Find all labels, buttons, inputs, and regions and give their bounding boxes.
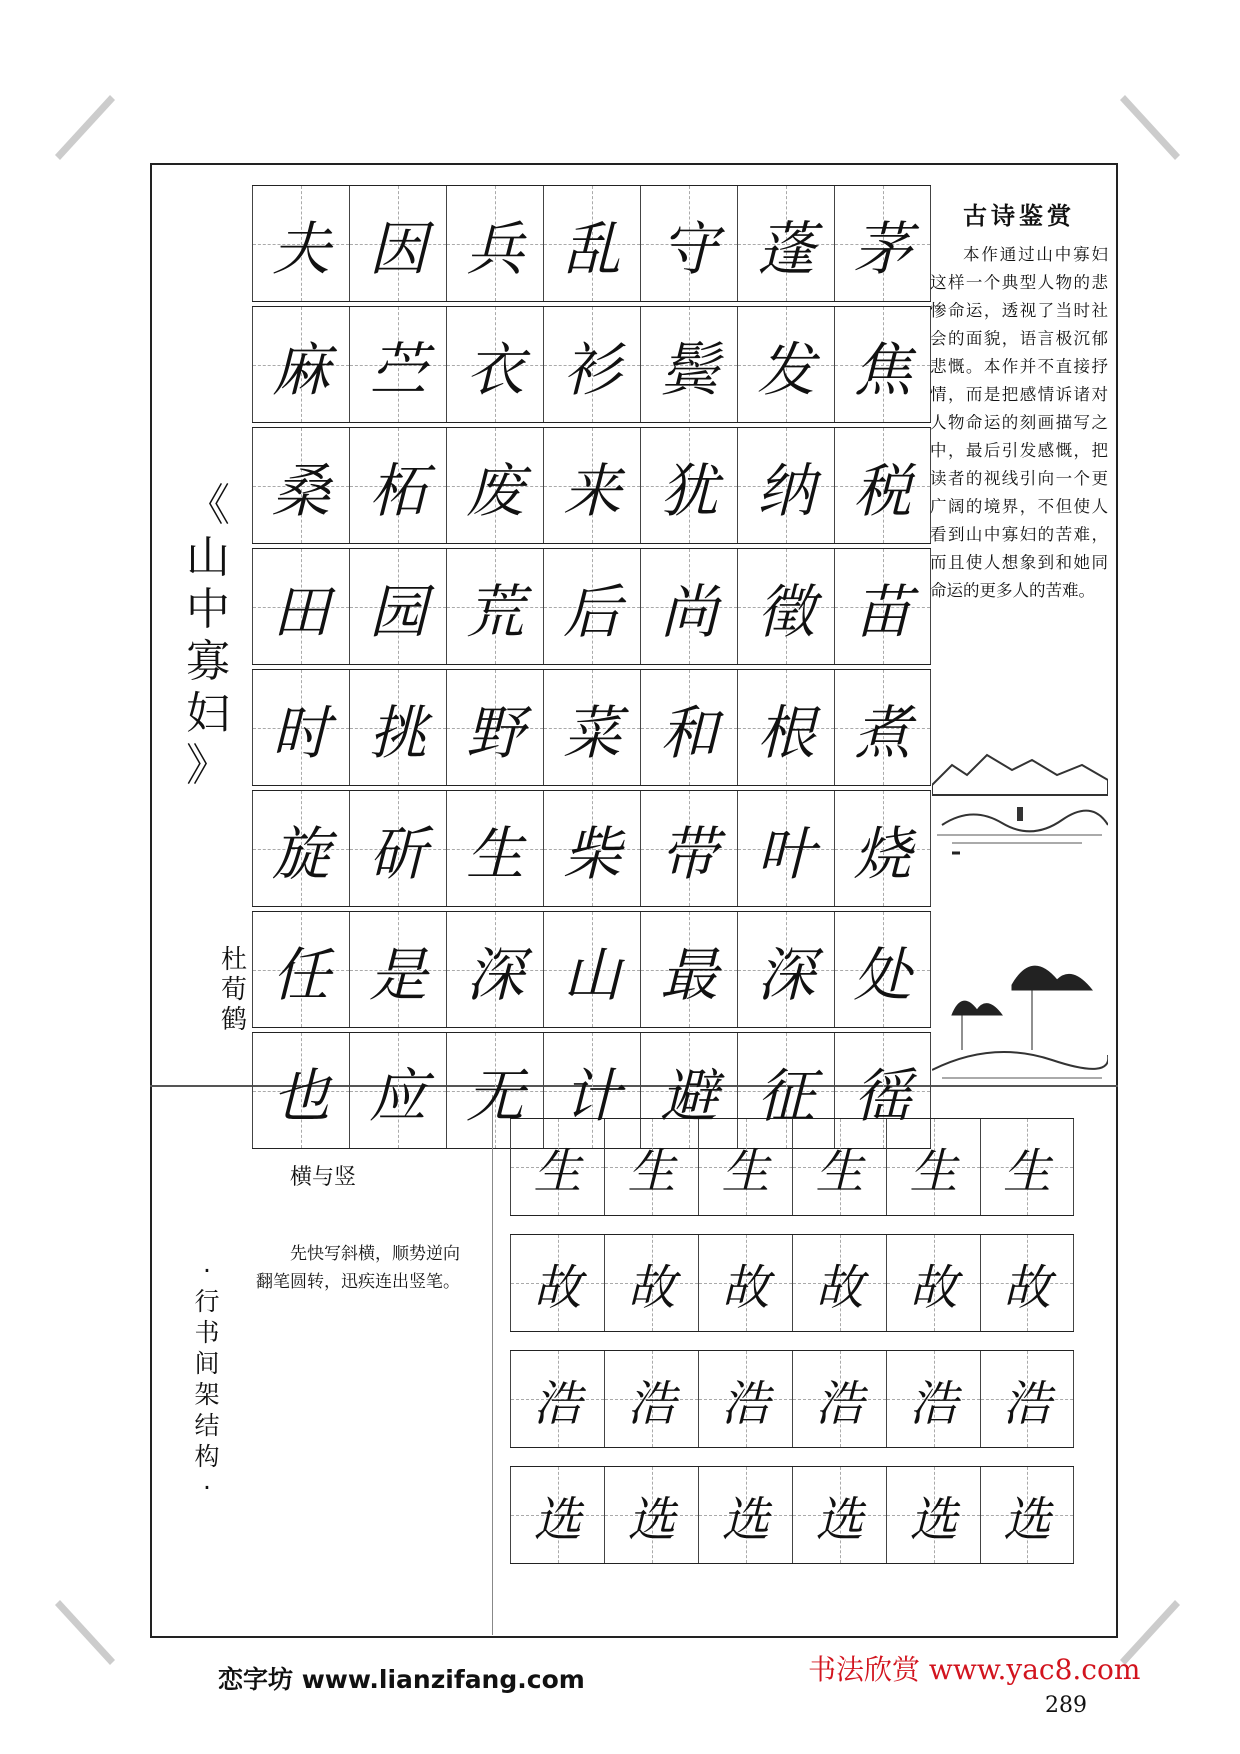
grid-cell [252, 791, 349, 906]
grid-cell [834, 912, 931, 1027]
grid-cell [446, 912, 543, 1027]
grid-row [252, 306, 931, 423]
character: 无 [465, 1061, 524, 1130]
grid-cell [446, 428, 543, 543]
character: 旋 [271, 819, 330, 888]
grid-cell [640, 428, 737, 543]
character: 柴 [562, 819, 621, 888]
section-label-char: 构 [194, 1442, 220, 1471]
grid-cell [834, 186, 931, 301]
grid-cell [640, 670, 737, 785]
section-label-char: 架 [194, 1380, 220, 1409]
character: 深 [465, 940, 524, 1009]
grid-cell [349, 791, 446, 906]
grid-row [252, 427, 931, 544]
character: 深 [756, 940, 815, 1009]
author-char: 鹤 [220, 1005, 247, 1035]
character: 徵 [756, 577, 815, 646]
grid-cell [834, 307, 931, 422]
character: 根 [756, 698, 815, 767]
poem-grid [252, 185, 931, 1153]
corner-decoration-bottom-left [55, 1600, 115, 1665]
character: 生 [909, 1143, 958, 1200]
character: 田 [271, 577, 330, 646]
grid-cell [543, 428, 640, 543]
section-label-char: · [203, 1256, 211, 1285]
character: 园 [368, 577, 427, 646]
character: 挑 [368, 698, 427, 767]
grid-cell [252, 1033, 349, 1148]
character: 应 [368, 1061, 427, 1130]
grid-cell [640, 186, 737, 301]
grid-cell [640, 912, 737, 1027]
grid-cell [604, 1119, 698, 1215]
grid-cell [792, 1467, 886, 1563]
section-label-char: 行 [194, 1287, 220, 1316]
character: 浩 [909, 1375, 958, 1432]
poem-title-char: 山 [186, 532, 230, 583]
grid-cell [886, 1119, 980, 1215]
character: 废 [465, 456, 524, 525]
character: 选 [1002, 1491, 1051, 1548]
lesson-body: 先快写斜横，顺势逆向翻笔圆转，迅疾连出竖笔。 [256, 1244, 460, 1292]
grid-cell [349, 1033, 446, 1148]
character: 故 [815, 1259, 864, 1316]
character: 桑 [271, 456, 330, 525]
character: 山 [562, 940, 621, 1009]
grid-row [510, 1118, 1074, 1216]
character: 带 [659, 819, 718, 888]
character: 苗 [853, 577, 912, 646]
grid-cell [543, 549, 640, 664]
grid-cell [640, 549, 737, 664]
grid-cell [698, 1235, 792, 1331]
character: 乱 [562, 214, 621, 283]
grid-cell [604, 1351, 698, 1447]
character: 烧 [853, 819, 912, 888]
character: 故 [627, 1259, 676, 1316]
character: 野 [465, 698, 524, 767]
grid-row [510, 1234, 1074, 1332]
section-label-char: 书 [194, 1318, 220, 1347]
practice-grid [510, 1118, 1074, 1582]
grid-cell [446, 670, 543, 785]
poem-author [214, 945, 254, 1035]
grid-cell [252, 428, 349, 543]
grid-cell [834, 428, 931, 543]
character: 焦 [853, 335, 912, 404]
grid-cell [446, 549, 543, 664]
section-label-char: · [203, 1473, 211, 1502]
character: 因 [368, 214, 427, 283]
character: 处 [853, 940, 912, 1009]
character: 茅 [853, 214, 912, 283]
grid-cell [349, 428, 446, 543]
character: 后 [562, 577, 621, 646]
poem-title [178, 480, 238, 792]
grid-cell [886, 1235, 980, 1331]
character: 斫 [368, 819, 427, 888]
character: 柘 [368, 456, 427, 525]
grid-cell [698, 1351, 792, 1447]
corner-decoration-top-right [1120, 95, 1180, 160]
character: 叶 [756, 819, 815, 888]
grid-cell [834, 549, 931, 664]
character: 蓬 [756, 214, 815, 283]
character: 浩 [627, 1375, 676, 1432]
grid-row [252, 790, 931, 907]
character: 选 [533, 1491, 582, 1548]
grid-cell [252, 912, 349, 1027]
poem-title-char: 妇 [186, 688, 230, 739]
grid-cell [886, 1467, 980, 1563]
character: 兵 [465, 214, 524, 283]
brand-footer: 恋字坊 www.lianzifang.com [218, 1665, 585, 1694]
grid-cell [834, 670, 931, 785]
grid-cell [737, 670, 834, 785]
character: 税 [853, 456, 912, 525]
character: 荒 [465, 577, 524, 646]
grid-cell [349, 307, 446, 422]
grid-cell [510, 1467, 604, 1563]
grid-cell [252, 549, 349, 664]
grid-row [252, 911, 931, 1028]
character: 浩 [1002, 1375, 1051, 1432]
character: 纳 [756, 456, 815, 525]
character: 也 [271, 1061, 330, 1130]
grid-cell [980, 1351, 1074, 1447]
grid-cell [446, 186, 543, 301]
character: 徭 [853, 1061, 912, 1130]
grid-cell [792, 1235, 886, 1331]
grid-cell [737, 428, 834, 543]
appreciation-panel [930, 190, 1108, 605]
character: 选 [909, 1491, 958, 1548]
character: 来 [562, 456, 621, 525]
grid-row [510, 1350, 1074, 1448]
character: 衣 [465, 335, 524, 404]
watermark-text: 书法欣赏 www.yac8.com [808, 1653, 1141, 1686]
author-char: 杜 [220, 945, 247, 975]
grid-cell [737, 912, 834, 1027]
poem-title-char: 《 [186, 480, 230, 531]
appreciation-title: 古诗鉴赏 [963, 202, 1075, 230]
grid-cell [640, 307, 737, 422]
character: 故 [1002, 1259, 1051, 1316]
character: 计 [562, 1061, 621, 1130]
grid-cell [737, 186, 834, 301]
grid-row [252, 185, 931, 302]
character: 浩 [533, 1375, 582, 1432]
grid-cell [980, 1235, 1074, 1331]
character: 时 [271, 698, 330, 767]
character: 避 [659, 1061, 718, 1130]
grid-cell [446, 307, 543, 422]
grid-cell [543, 791, 640, 906]
grid-cell [252, 670, 349, 785]
grid-cell [886, 1351, 980, 1447]
grid-cell [349, 186, 446, 301]
character: 生 [815, 1143, 864, 1200]
character: 苎 [368, 335, 427, 404]
character: 尚 [659, 577, 718, 646]
character: 鬓 [659, 335, 718, 404]
grid-cell [349, 912, 446, 1027]
character: 故 [721, 1259, 770, 1316]
grid-cell [543, 307, 640, 422]
character: 故 [909, 1259, 958, 1316]
grid-cell [446, 791, 543, 906]
corner-decoration-top-left [55, 95, 115, 160]
character: 和 [659, 698, 718, 767]
grid-row [510, 1466, 1074, 1564]
grid-row [252, 548, 931, 665]
character: 夫 [271, 214, 330, 283]
character: 发 [756, 335, 815, 404]
grid-cell [604, 1467, 698, 1563]
grid-cell [737, 307, 834, 422]
character: 征 [756, 1061, 815, 1130]
character: 任 [271, 940, 330, 1009]
author-char: 荀 [220, 975, 247, 1005]
grid-cell [510, 1351, 604, 1447]
grid-cell [737, 791, 834, 906]
appreciation-body: 本作通过山中寡妇这样一个典型人物的悲惨命运，透视了当时社会的面貌，语言极沉郁悲慨。本作并不直接抒情，而是把感情诉诸对人物命运的刻画描写之中，最后引发感慨，把读者的视线引向一个更广阔的境界，不但使人看到山中寡妇的苦难，而且使人想象到和她同命运的更多人的苦难。 [930, 245, 1108, 600]
section-label-char: 间 [194, 1349, 220, 1378]
grid-cell [349, 670, 446, 785]
character: 生 [465, 819, 524, 888]
character: 浩 [815, 1375, 864, 1432]
grid-cell [252, 307, 349, 422]
grid-cell [349, 549, 446, 664]
character: 选 [815, 1491, 864, 1548]
character: 选 [721, 1491, 770, 1548]
grid-cell [543, 670, 640, 785]
character: 故 [533, 1259, 582, 1316]
character: 生 [721, 1143, 770, 1200]
character: 最 [659, 940, 718, 1009]
character: 选 [627, 1491, 676, 1548]
grid-cell [252, 186, 349, 301]
poem-title-char: 中 [186, 584, 230, 635]
character: 守 [659, 214, 718, 283]
character: 煮 [853, 698, 912, 767]
grid-cell [604, 1235, 698, 1331]
grid-cell [834, 791, 931, 906]
character: 浩 [721, 1375, 770, 1432]
landscape-illustration-lake [932, 735, 1108, 855]
grid-cell [640, 791, 737, 906]
grid-cell [980, 1467, 1074, 1563]
grid-row [252, 669, 931, 786]
page-number: 289 [1045, 1693, 1087, 1718]
grid-cell [510, 1119, 604, 1215]
grid-cell [698, 1119, 792, 1215]
section-label-char: 结 [194, 1411, 220, 1440]
landscape-illustration-trees [932, 930, 1108, 1080]
grid-cell [510, 1235, 604, 1331]
character: 菜 [562, 698, 621, 767]
grid-cell [543, 912, 640, 1027]
character: 衫 [562, 335, 621, 404]
character: 犹 [659, 456, 718, 525]
grid-cell [737, 549, 834, 664]
poem-title-char: 》 [186, 740, 230, 791]
grid-cell [698, 1467, 792, 1563]
grid-cell [543, 186, 640, 301]
lesson-divider [492, 1095, 493, 1635]
lesson-title: 横与竖 [290, 1165, 357, 1190]
section-label [190, 1255, 224, 1503]
character: 是 [368, 940, 427, 1009]
grid-cell [980, 1119, 1074, 1215]
grid-cell [792, 1119, 886, 1215]
character: 生 [627, 1143, 676, 1200]
grid-cell [792, 1351, 886, 1447]
character: 生 [533, 1143, 582, 1200]
character: 生 [1002, 1143, 1051, 1200]
poem-title-char: 寡 [186, 636, 230, 687]
character: 麻 [271, 335, 330, 404]
